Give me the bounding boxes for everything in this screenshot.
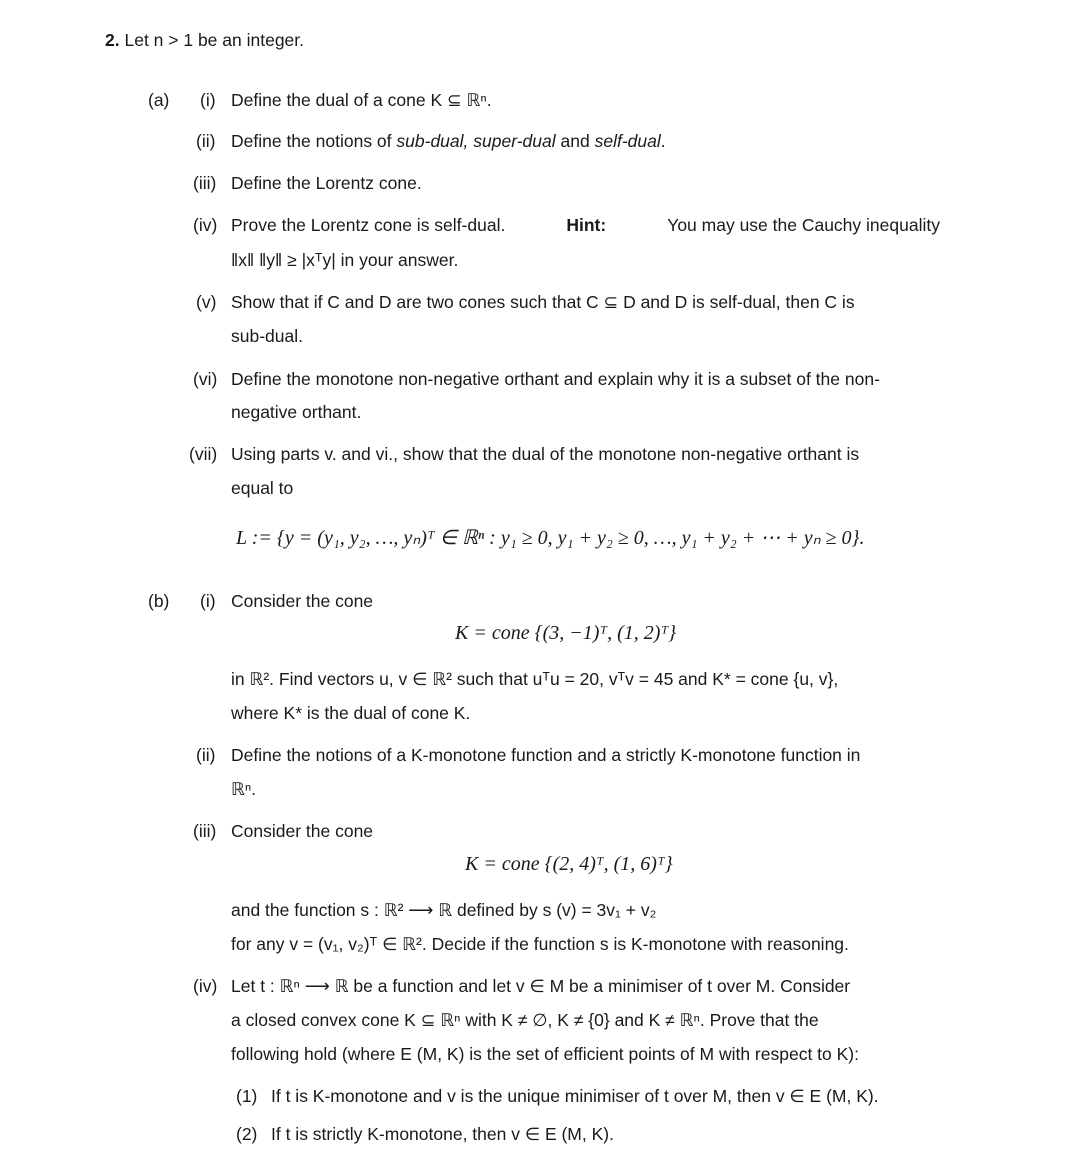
part-b-iii-label: (iii) [193,821,217,841]
part-b-ii-line-1: Define the notions of a K-monotone function and a strictly K-monotone function in [231,745,861,765]
part-a-iv-label: (iv) [193,215,218,235]
part-b-iv-1-text: If t is K-monotone and v is the unique minimiser of t over M, then v ∈ E (M, K). [271,1086,879,1106]
part-b-iv-2-label: (2) [236,1124,258,1144]
part-a-vii-line-2: equal to [231,478,294,498]
part-a-iii-label: (iii) [193,173,217,193]
question-header [105,29,304,51]
part-a-v-line-1: Show that if C and D are two cones such that C ⊆ D and D is self-dual, then C is [231,292,855,312]
part-b-iii-line-3: for any v = (v₁, v₂)ᵀ ∈ ℝ². Decide if the function s is K-monotone with reasoning. [231,934,849,954]
part-a-vii-label: (vii) [189,444,218,464]
part-a-vii-line-1: Using parts v. and vi., show that the dual of the monotone non-negative orthant is [231,444,860,464]
part-b-ii-line-2: ℝⁿ. [231,779,257,799]
part-b-iv-label: (iv) [193,976,218,996]
part-a-iv-line-1: Prove the Lorentz cone is self-dual. Hint: You may use the Cauchy inequality [231,215,940,235]
part-b-iv-2-text: If t is strictly K-monotone, then v ∈ E (M, K). [271,1124,614,1144]
part-a-ii-text: Define the notions of sub-dual, super-dual and self-dual. [231,131,666,151]
part-a-vi-line-1: Define the monotone non-negative orthant and explain why it is a subset of the non- [231,369,880,389]
part-a-iii-text: Define the Lorentz cone. [231,173,422,193]
part-a-iv-line-2: ‖x‖ ‖y‖ ≥ |xᵀy| in your answer. [231,250,459,270]
part-a-ii-label: (ii) [196,131,216,151]
part-a-vi-label: (vi) [193,369,218,389]
set-l-formula: L := {y = (y₁, y₂, …, yₙ)ᵀ ∈ ℝⁿ : y₁ ≥ 0, y₁ + y₂ ≥ 0, …, y₁ + y₂ + ⋯ + yₙ ≥ 0}. [236,527,865,549]
part-b-i-line-3: where K* is the dual of cone K. [231,703,471,723]
part-b-i-line-1: Consider the cone [231,591,374,611]
part-b-iii-line-1: Consider the cone [231,821,374,841]
part-a-label: (a) [148,90,170,110]
part-b-label: (b) [148,591,170,611]
part-b-iv-1-label: (1) [236,1086,258,1106]
part-b-iv-line-2: a closed convex cone K ⊆ ℝⁿ with K ≠ ∅, K ≠ {0} and K ≠ ℝⁿ. Prove that the [231,1010,819,1030]
part-a-i-label: (i) [200,90,216,110]
part-b-iv-line-1: Let t : ℝⁿ ⟶ ℝ be a function and let v ∈ M be a minimiser of t over M. Consider [231,976,851,996]
part-b-iii-line-2: and the function s : ℝ² ⟶ ℝ defined by s (v) = 3v₁ + v₂ [231,900,657,920]
question-number: 2. [105,30,120,50]
part-b-i-line-2: in ℝ². Find vectors u, v ∈ ℝ² such that uᵀu = 20, vᵀv = 45 and K* = cone {u, v}, [231,669,839,689]
part-a-vi-line-2: negative orthant. [231,402,362,422]
part-a-i-text: Define the dual of a cone K ⊆ ℝⁿ. [231,90,492,110]
part-b-i-label: (i) [200,591,216,611]
question-intro: Let n > 1 be an integer. [124,30,305,50]
part-a-v-label: (v) [196,292,217,312]
part-b-ii-label: (ii) [196,745,216,765]
cone-k-formula-1: K = cone {(3, −1)ᵀ, (1, 2)ᵀ} [455,622,677,644]
part-b-iv-line-3: following hold (where E (M, K) is the set of efficient points of M with respect to K): [231,1044,860,1064]
part-a-v-line-2: sub-dual. [231,326,303,346]
cone-k-formula-2: K = cone {(2, 4)ᵀ, (1, 6)ᵀ} [465,853,673,875]
